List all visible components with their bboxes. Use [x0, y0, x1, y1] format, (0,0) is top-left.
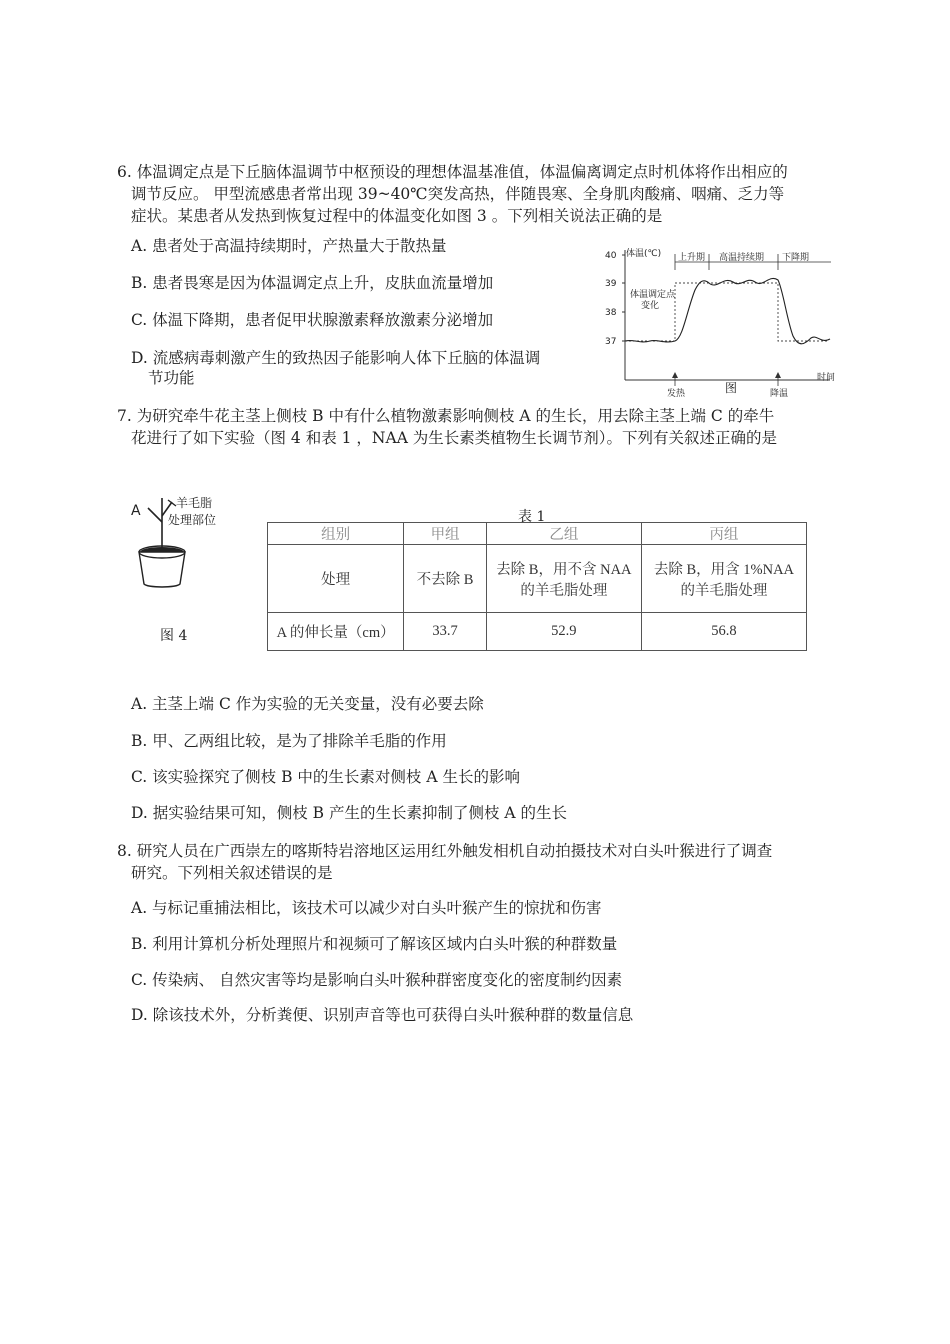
q8-option-d: D. 除该技术外，分析粪便、识别声音等也可获得白头叶猴种群的数量信息	[131, 1006, 634, 1024]
lanolin-label-2: 处理部位	[168, 513, 217, 527]
q8-option-a: A. 与标记重捕法相比，该技术可以减少对白头叶猴产生的惊扰和伤害	[131, 899, 602, 917]
figure-4-caption: 图 4	[160, 628, 188, 644]
phase-fall-label: 下降期	[782, 253, 810, 263]
table-1	[267, 522, 807, 651]
cell-jia-treatment: 不去除 B	[404, 545, 487, 613]
y-tick-37: 37	[605, 337, 617, 347]
x-axis-label: 时间	[817, 373, 836, 383]
q8-option-b: B. 利用计算机分析处理照片和视频可了解该区域内白头叶猴的种群数量	[131, 935, 618, 953]
header-jia: 甲组	[404, 523, 487, 545]
q6-temperature-figure	[595, 240, 840, 400]
event-fever-label: 发热	[667, 389, 686, 399]
q7-option-b: B. 甲、乙两组比较，是为了排除羊毛脂的作用	[131, 732, 447, 750]
q7-option-c: C. 该实验探究了侧枝 B 中的生长素对侧枝 A 生长的影响	[131, 768, 520, 786]
table-header-row	[268, 523, 807, 545]
q8-stem-line-2: 研究。下列相关叙述错误的是	[131, 864, 333, 882]
cell-bing-treatment	[641, 545, 806, 613]
event-cool-label: 降温	[770, 389, 789, 399]
figure-3-caption: 图	[725, 381, 738, 395]
cell-yi-treatment	[486, 545, 641, 613]
y-tick-39: 39	[605, 279, 617, 289]
q6-option-a: A. 患者处于高温持续期时，产热量大于散热量	[131, 237, 447, 255]
cell-yi-line-2: 的羊毛脂处理	[520, 582, 608, 599]
cell-yi-elongation: 52.9	[486, 613, 641, 651]
q7-stem-line-2: 花进行了如下实验（图 4 和表 1 ，NAA 为生长素类植物生长调节剂）。下列有关叙述正确的是	[131, 429, 778, 447]
table-row-elongation	[268, 613, 807, 651]
cell-bing-line-1: 去除 B，用含 1%NAA	[653, 561, 795, 578]
y-tick-38: 38	[605, 308, 617, 318]
setpoint-label-1: 体温调定点	[630, 290, 676, 300]
lanolin-label-1: 羊毛脂	[176, 496, 213, 510]
q6-option-d-line-2: 节功能	[148, 369, 195, 387]
y-tick-40: 40	[605, 251, 617, 261]
table-1-caption: 表 1	[518, 509, 546, 525]
header-yi: 乙组	[486, 523, 641, 545]
table-row-treatment	[268, 545, 807, 613]
y-axis-label: 体温(℃)	[626, 249, 662, 259]
setpoint-label-2: 变化	[641, 301, 660, 311]
branch-a-label: A	[131, 503, 141, 519]
q7-option-a: A. 主茎上端 C 作为实验的无关变量，没有必要去除	[131, 695, 484, 713]
cell-jia-elongation: 33.7	[404, 613, 487, 651]
cell-bing-elongation: 56.8	[641, 613, 806, 651]
phase-high-label: 高温持续期	[719, 253, 765, 263]
q6-stem-line-2: 调节反应。 甲型流感患者常出现 39~40℃突发高热，伴随畏寒、全身肌肉酸痛、咽痛、乏力等	[131, 185, 785, 203]
row-label-elongation: A 的伸长量（cm）	[268, 613, 404, 651]
q6-stem-line-3: 症状。某患者从发热到恢复过程中的体温变化如图 3 。下列相关说法正确的是	[131, 207, 663, 225]
header-group: 组别	[268, 523, 404, 545]
q8-option-c: C. 传染病、 自然灾害等均是影响白头叶猴种群密度变化的密度制约因素	[131, 971, 623, 989]
cell-yi-line-1: 去除 B，用不含 NAA	[496, 561, 632, 578]
q7-plant-figure	[128, 488, 233, 598]
q7-option-d: D. 据实验结果可知，侧枝 B 产生的生长素抑制了侧枝 A 的生长	[131, 804, 568, 822]
cell-bing-line-2: 的羊毛脂处理	[680, 582, 768, 599]
q6-option-b: B. 患者畏寒是因为体温调定点上升，皮肤血流量增加	[131, 274, 494, 292]
q6-option-d-line-1: D. 流感病毒刺激产生的致热因子能影响人体下丘脑的体温调	[131, 349, 541, 367]
q8-stem-line-1: 8. 研究人员在广西崇左的喀斯特岩溶地区运用红外触发相机自动拍摄技术对白头叶猴进行了调查	[117, 842, 773, 860]
q7-stem-line-1: 7. 为研究牵牛花主茎上侧枝 B 中有什么植物激素影响侧枝 A 的生长，用去除主茎上端 C 的牵牛	[117, 407, 775, 425]
header-bing: 丙组	[641, 523, 806, 545]
row-label-treatment: 处理	[268, 545, 404, 613]
q6-option-c: C. 体温下降期，患者促甲状腺激素释放激素分泌增加	[131, 311, 494, 329]
q6-stem-line-1: 6. 体温调定点是下丘脑体温调节中枢预设的理想体温基准值，体温偏离调定点时机体将作出相应的	[117, 163, 788, 181]
phase-rise-label: 上升期	[678, 253, 706, 263]
